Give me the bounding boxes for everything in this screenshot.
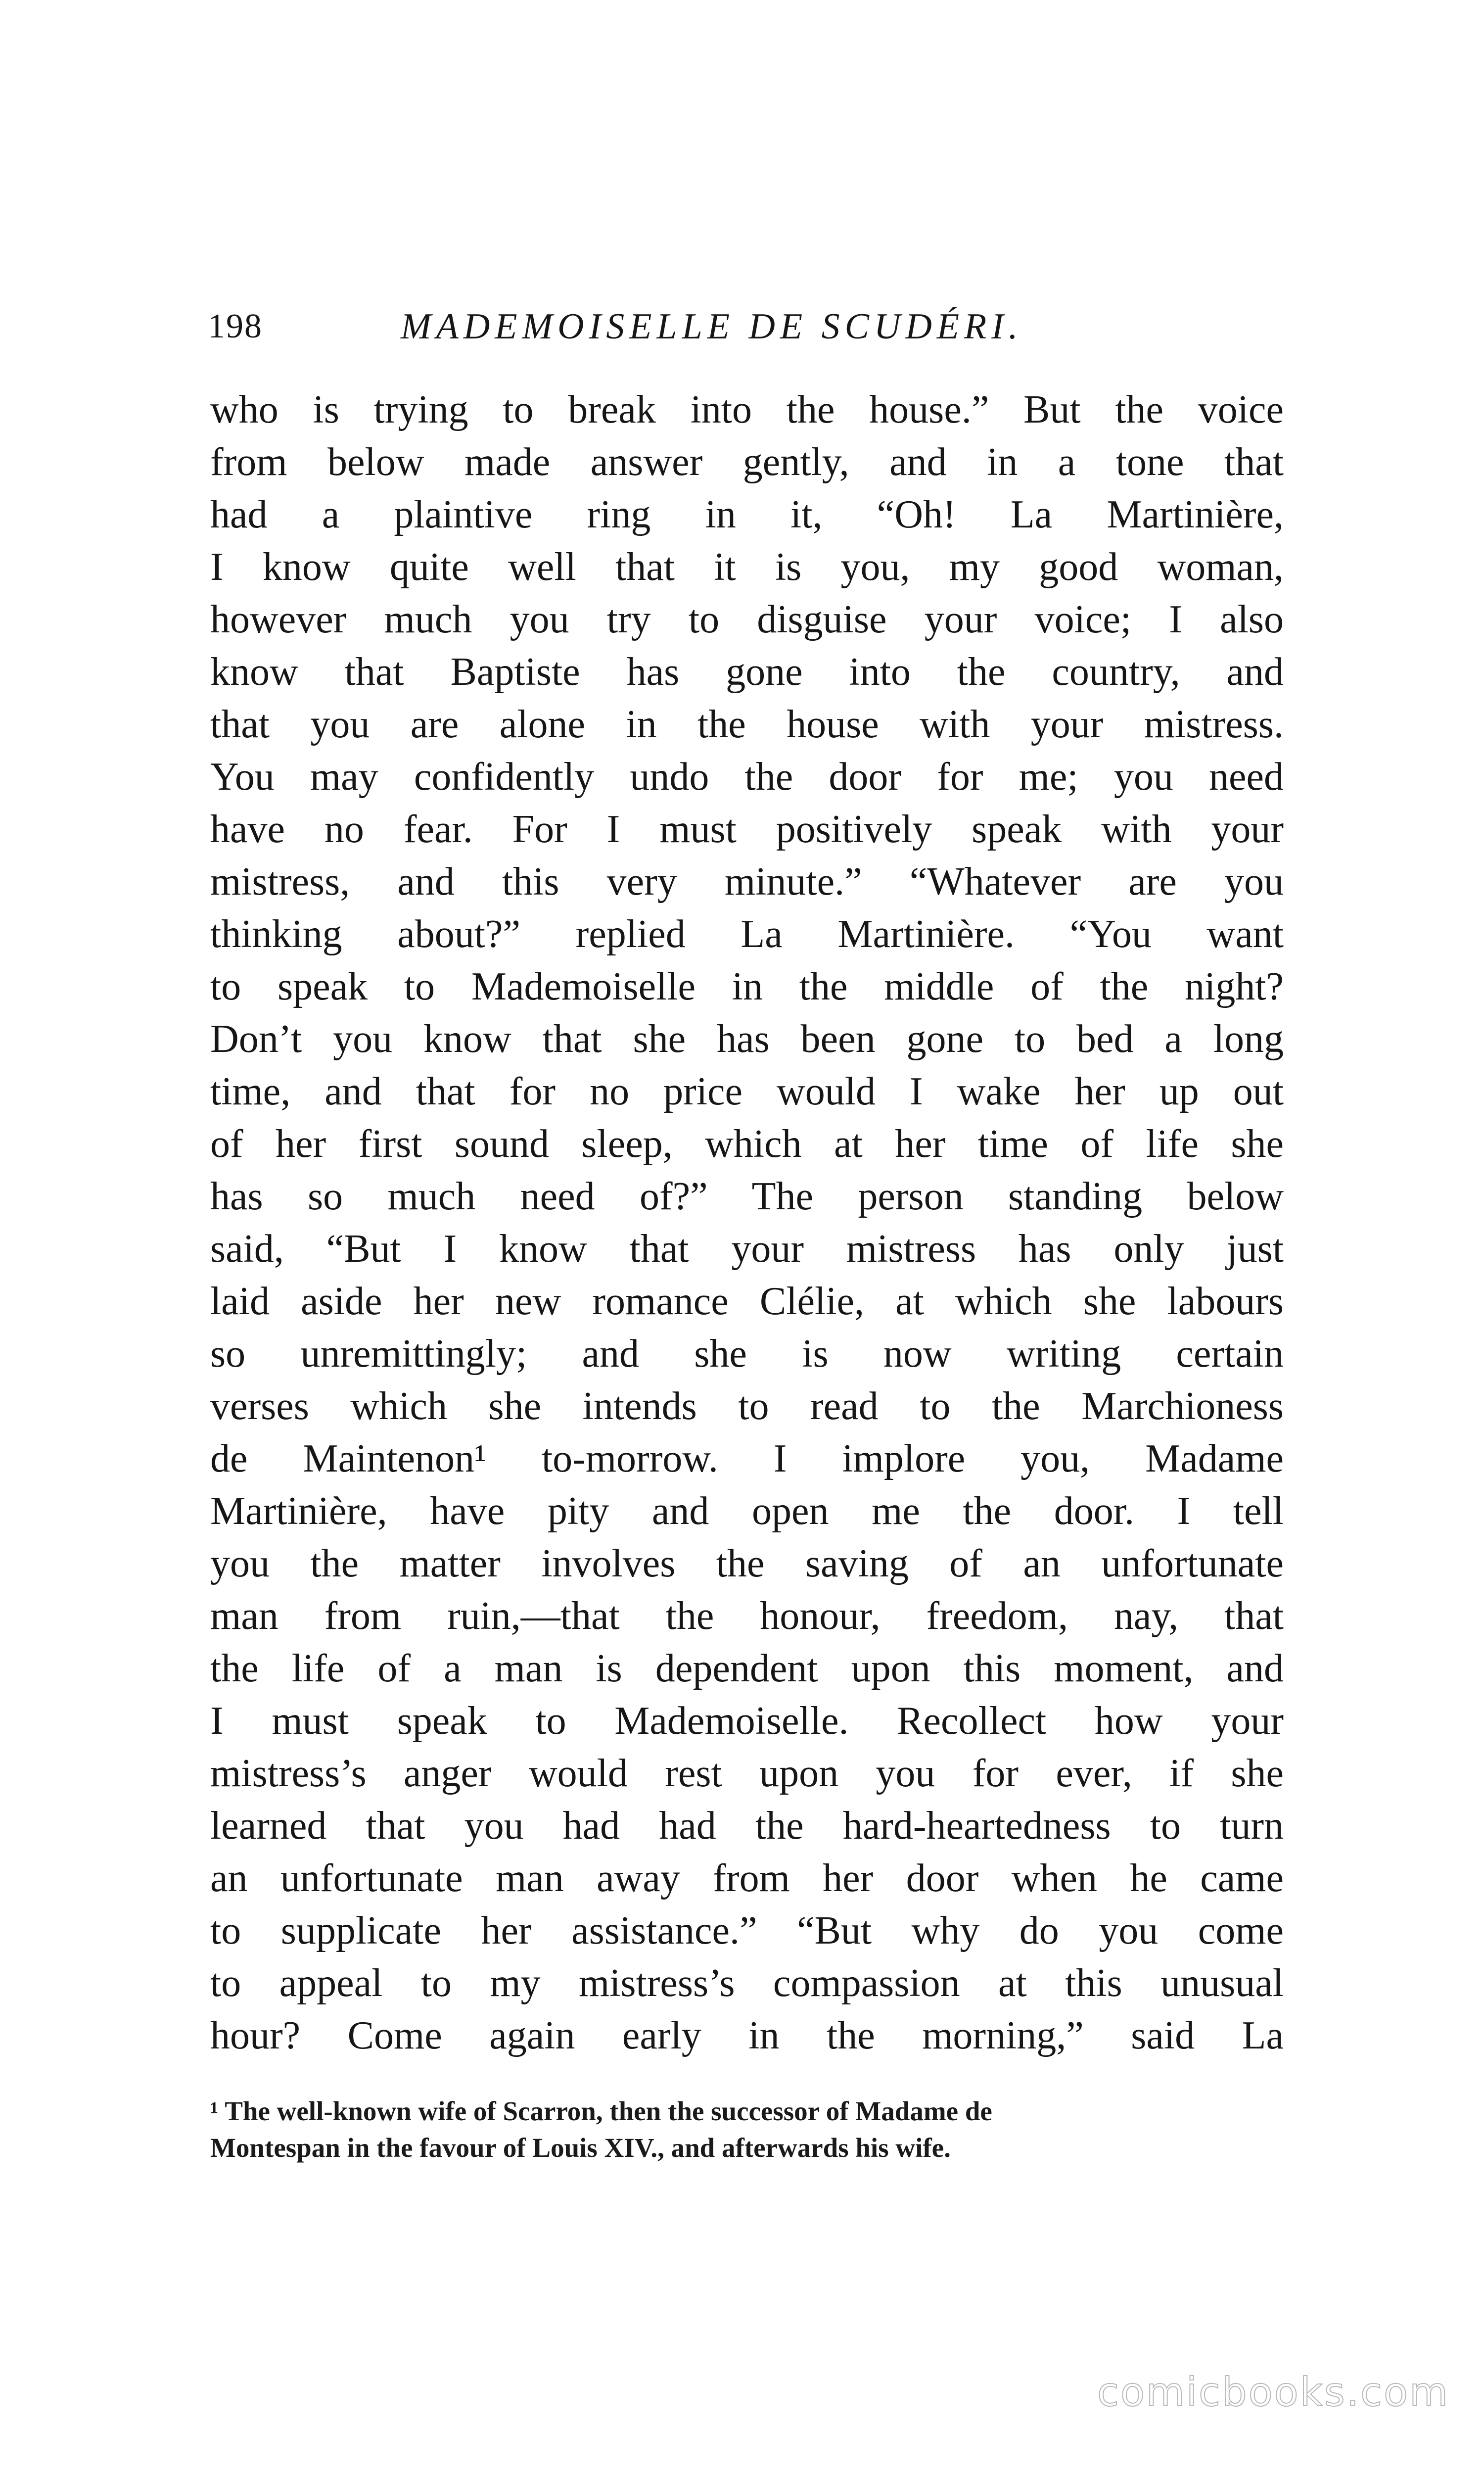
text-line: thinking about?” replied La Martinière. “You want bbox=[210, 912, 1284, 956]
text-line: said, “But I know that your mistress has only just bbox=[210, 1227, 1284, 1271]
body-text bbox=[210, 383, 1284, 2062]
text-line: know that Baptiste has gone into the country, and bbox=[210, 650, 1284, 694]
text-line: you the matter involves the saving of an unfortunate bbox=[210, 1542, 1284, 1585]
text-line: Don’t you know that she has been gone to bed a long bbox=[210, 1017, 1284, 1061]
text-line: the life of a man is dependent upon this moment, and bbox=[210, 1647, 1284, 1690]
text-line: learned that you had had the hard-heartedness to turn bbox=[210, 1804, 1284, 1848]
page-number: 198 bbox=[208, 307, 263, 345]
watermark: comicbooks.com bbox=[1097, 2369, 1449, 2415]
text-line: that you are alone in the house with your mistress. bbox=[210, 703, 1284, 746]
text-line: however much you try to disguise your voice; I also bbox=[210, 598, 1284, 641]
page-header bbox=[208, 304, 1286, 349]
text-line: I know quite well that it is you, my good woman, bbox=[210, 545, 1284, 589]
text-line: so unremittingly; and she is now writing certain bbox=[210, 1332, 1284, 1376]
text-line: I must speak to Mademoiselle. Recollect how your bbox=[210, 1699, 1284, 1743]
text-line: to appeal to my mistress’s compassion at this unusual bbox=[210, 1961, 1284, 2005]
footnote-line: ¹ The well-known wife of Scarron, then the successor of Madame de bbox=[210, 2096, 992, 2126]
text-line: mistress, and this very minute.” “Whatever are you bbox=[210, 860, 1284, 904]
running-head: MADEMOISELLE DE SCUDÉRI. bbox=[401, 306, 1023, 347]
text-line: de Maintenon¹ to-morrow. I implore you, Madame bbox=[210, 1437, 1284, 1480]
text-line: has so much need of?” The person standing below bbox=[210, 1175, 1284, 1218]
text-line: verses which she intends to read to the Marchioness bbox=[210, 1384, 1284, 1428]
text-line: to supplicate her assistance.” “But why do you come bbox=[210, 1909, 1284, 1952]
text-line: to speak to Mademoiselle in the middle of the night? bbox=[210, 965, 1284, 1008]
text-line: hour? Come again early in the morning,” said La bbox=[210, 2014, 1284, 2057]
text-line: time, and that for no price would I wake her up out bbox=[210, 1070, 1284, 1113]
footnote-line: Montespan in the favour of Louis XIV., and afterwards his wife. bbox=[210, 2133, 951, 2163]
text-line: from below made answer gently, and in a tone that bbox=[210, 440, 1284, 484]
footnote bbox=[210, 2093, 1284, 2166]
text-line: laid aside her new romance Clélie, at which she labours bbox=[210, 1280, 1284, 1323]
text-line: mistress’s anger would rest upon you for ever, if she bbox=[210, 1752, 1284, 1795]
text-line: have no fear. For I must positively speak with your bbox=[210, 808, 1284, 851]
text-line: an unfortunate man away from her door when he came bbox=[210, 1856, 1284, 1900]
text-line: of her first sound sleep, which at her time of life she bbox=[210, 1122, 1284, 1166]
text-line: who is trying to break into the house.” But the voice bbox=[210, 388, 1284, 431]
text-line: You may confidently undo the door for me; you need bbox=[210, 755, 1284, 799]
text-line: Martinière, have pity and open me the door. I tell bbox=[210, 1489, 1284, 1533]
text-line: had a plaintive ring in it, “Oh! La Martinière, bbox=[210, 493, 1284, 536]
text-line: man from ruin,—that the honour, freedom, nay, that bbox=[210, 1594, 1284, 1638]
